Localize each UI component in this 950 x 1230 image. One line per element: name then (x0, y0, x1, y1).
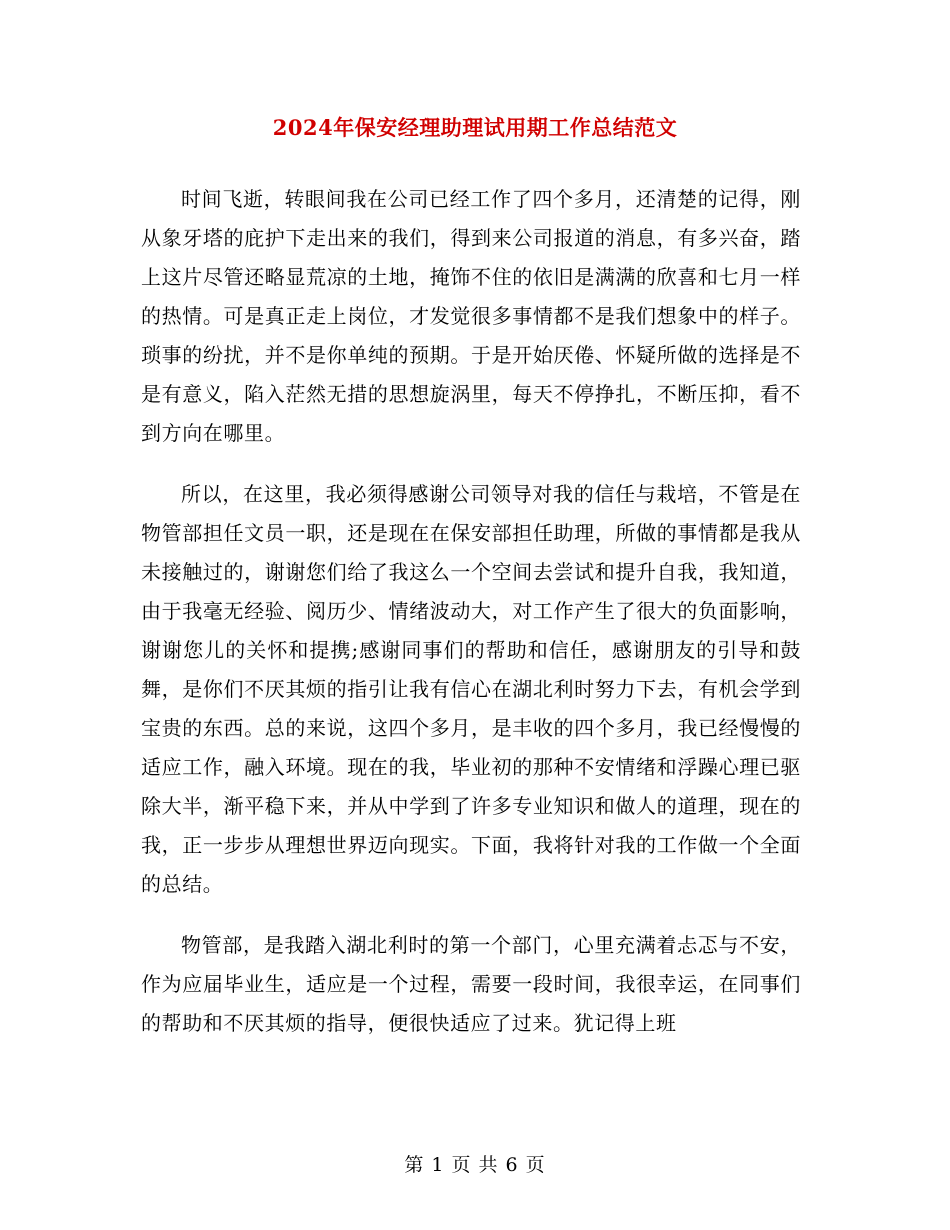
paragraph-2: 所以，在这里，我必须得感谢公司领导对我的信任与栽培，不管是在物管部担任文员一职，还是现在在保安部担任助理，所做的事情都是我从未接触过的，谢谢您们给了我这么一个空间去尝试和提升自我，我知道，由于我毫无经验、阅历少、情绪波动大，对工作产生了很大的负面影响，谢谢您儿的关怀和提携;感谢同事们的帮助和信任，感谢朋友的引导和鼓舞，是你们不厌其烦的指引让我有信心在湖北利时努力下去，有机会学到宝贵的东西。总的来说，这四个多月，是丰收的四个多月，我已经慢慢的适应工作，融入环境。现在的我，毕业初的那种不安情绪和浮躁心理已驱除大半，渐平稳下来，并从中学到了许多专业知识和做人的道理，现在的我，正一步步从理想世界迈向现实。下面，我将针对我的工作做一个全面的总结。 (141, 482, 801, 896)
document-title: 2024年保安经理助理试用期工作总结范文 (272, 115, 678, 140)
document-body (141, 180, 801, 1065)
page-footer: 第 1 页 共 6 页 (404, 1154, 546, 1176)
paragraph-3: 物管部，是我踏入湖北利时的第一个部门，心里充满着忐忑与不安，作为应届毕业生，适应是一个过程，需要一段时间，我很幸运，在同事们的帮助和不厌其烦的指导，便很快适应了过来。犹记得上班 (141, 933, 801, 1035)
paragraph-1: 时间飞逝，转眼间我在公司已经工作了四个多月，还清楚的记得，刚从象牙塔的庇护下走出来的我们，得到来公司报道的消息，有多兴奋，踏上这片尽管还略显荒凉的土地，掩饰不住的依旧是满满的欣喜和七月一样的热情。可是真正走上岗位，才发觉很多事情都不是我们想象中的样子。琐事的纷扰，并不是你单纯的预期。于是开始厌倦、怀疑所做的选择是不是有意义，陷入茫然无措的思想旋涡里，每天不停挣扎，不断压抑，看不到方向在哪里。 (141, 187, 801, 445)
